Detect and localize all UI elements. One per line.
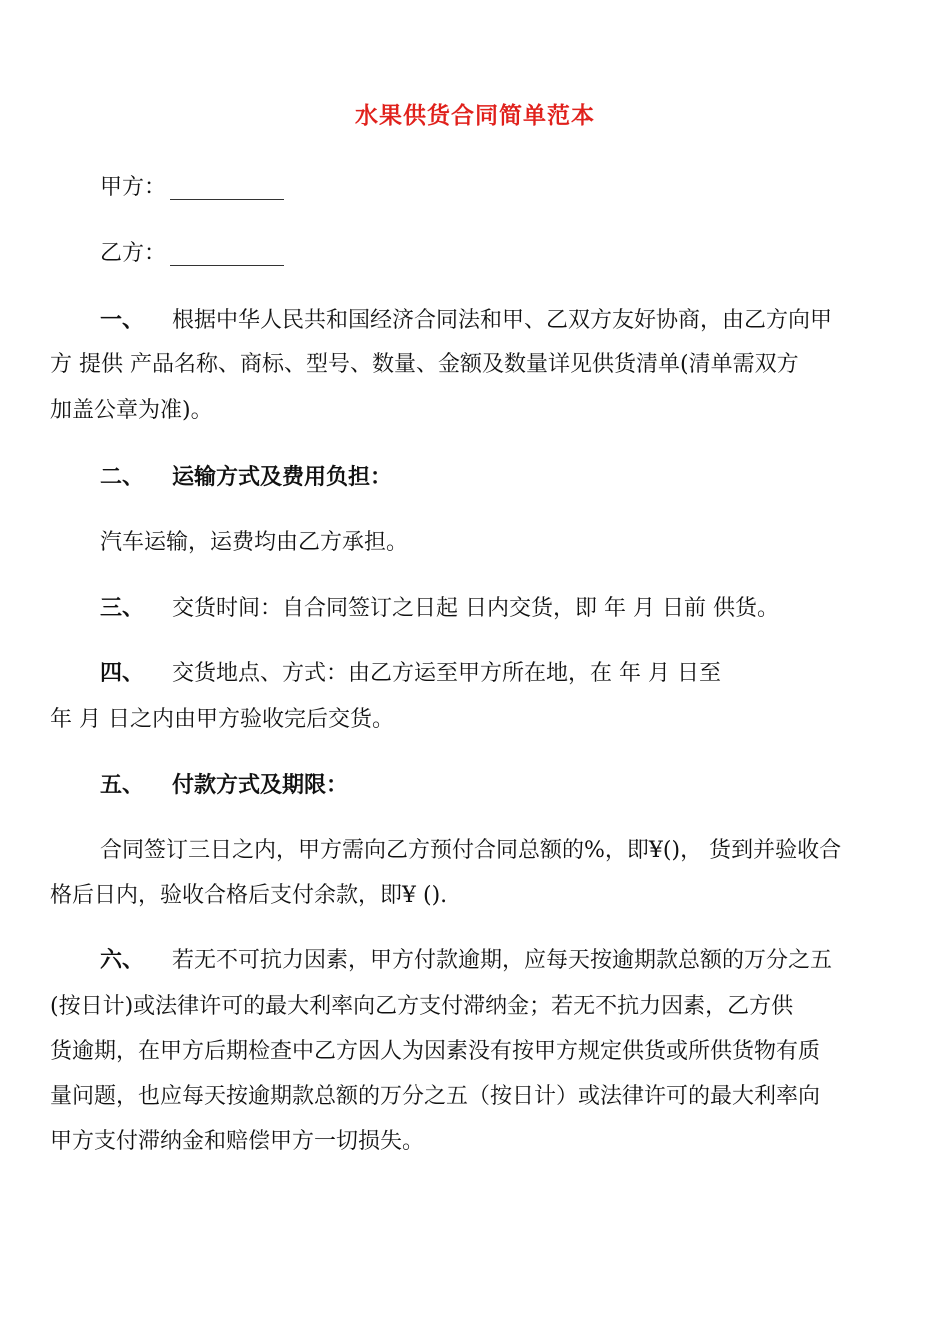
section-1-number: 一、	[100, 308, 145, 333]
section-2-body: 汽车运输，运费均由乙方承担。	[100, 530, 409, 555]
party-b-label: 乙方：	[100, 241, 167, 266]
section-5-line-2: 格后日内，验收合格后支付余款，即¥ ().	[50, 883, 448, 908]
section-6-line-4: 量问题，也应每天按逾期款总额的万分之五（按日计）或法律许可的最大利率向	[50, 1084, 821, 1109]
section-6-text-1: 若无不可抗力因素，甲方付款逾期，应每天按逾期款总额的万分之五	[172, 948, 833, 973]
section-1-text-1: 根据中华人民共和国经济合同法和甲、乙双方友好协商，由乙方向甲	[172, 308, 833, 333]
section-6-line-2: (按日计)或法律许可的最大利率向乙方支付滞纳金；若无不抗力因素，乙方供	[50, 994, 794, 1019]
party-b-blank	[170, 264, 284, 266]
party-b-line	[100, 239, 284, 269]
section-3-line	[100, 594, 779, 624]
section-4-text-1: 交货地点、方式：由乙方运至甲方所在地，在 年 月 日至	[172, 661, 721, 686]
section-6-line-5: 甲方支付滞纳金和赔偿甲方一切损失。	[50, 1129, 425, 1154]
section-6-line-3: 货逾期，在甲方后期检查中乙方因人为因素没有按甲方规定供货或所供货物有质	[50, 1039, 821, 1064]
party-a-line	[100, 173, 284, 203]
section-1-line-2: 方 提供 产品名称、商标、型号、数量、金额及数量详见供货清单(清单需双方	[50, 352, 799, 377]
party-a-label: 甲方：	[100, 175, 167, 200]
section-3-body: 交货时间：自合同签订之日起 日内交货，即 年 月 日前 供货。	[172, 596, 779, 621]
section-6-number: 六、	[100, 948, 145, 973]
section-2-number: 二、	[100, 465, 145, 490]
section-5-heading: 付款方式及期限：	[172, 773, 349, 798]
section-4-line-1	[100, 659, 721, 689]
section-4-line-2: 年 月 日之内由甲方验收完后交货。	[50, 707, 394, 732]
section-2-heading: 运输方式及费用负担：	[172, 465, 393, 490]
section-6-line-1	[100, 946, 832, 976]
section-5-number: 五、	[100, 773, 145, 798]
party-a-blank	[170, 198, 284, 200]
section-4-number: 四、	[100, 661, 145, 686]
section-2-heading-line	[100, 463, 392, 493]
section-1-line-1	[100, 306, 832, 336]
section-5-heading-line	[100, 771, 348, 801]
document-title: 水果供货合同简单范本	[355, 103, 595, 129]
section-5-line-1: 合同签订三日之内，甲方需向乙方预付合同总额的%，即¥()， 货到并验收合	[100, 838, 842, 863]
section-1-line-3: 加盖公章为准)。	[50, 398, 213, 423]
section-3-number: 三、	[100, 596, 145, 621]
